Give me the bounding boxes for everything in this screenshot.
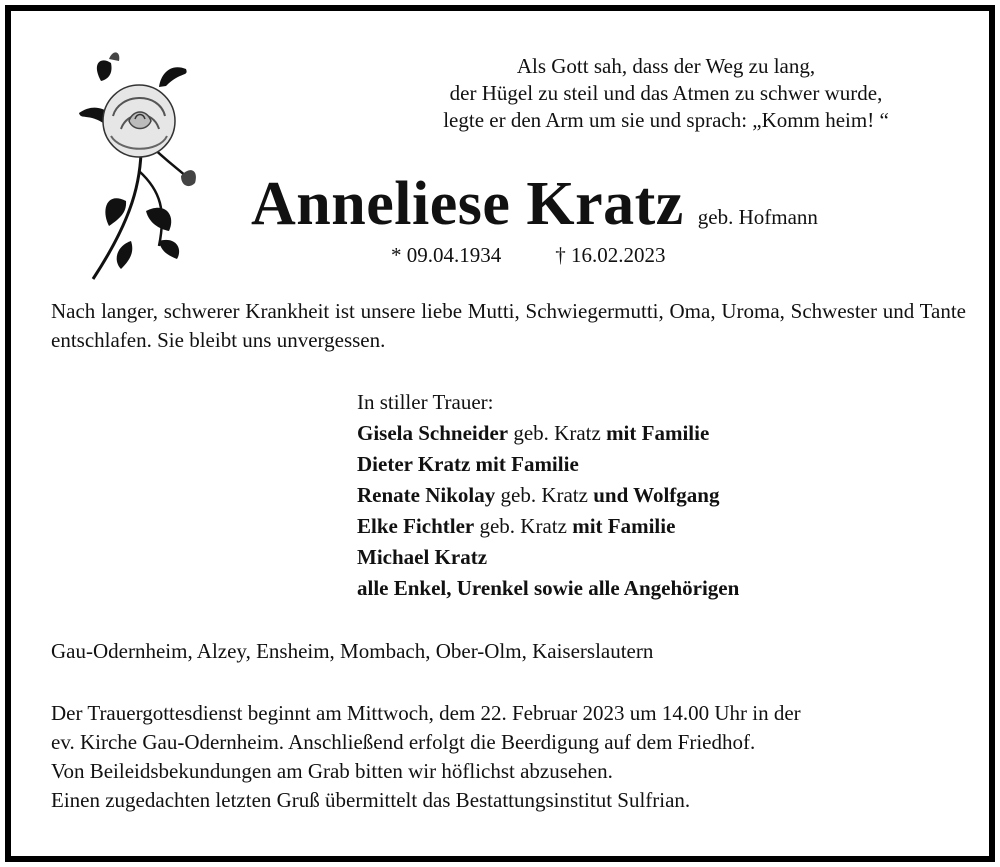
mourner-line: Dieter Kratz mit Familie [357, 452, 579, 476]
birth-date: * 09.04.1934 [391, 243, 502, 267]
service-info [51, 699, 966, 815]
mourner-line: Gisela Schneider geb. Kratz mit Familie [357, 421, 710, 445]
birth-name: geb. Hofmann [697, 205, 818, 229]
mourners-list [357, 387, 739, 604]
mourner-line: Michael Kratz [357, 545, 488, 569]
obituary-frame [5, 5, 995, 862]
death-date: † 16.02.2023 [555, 243, 666, 267]
places-list: Gau-Odernheim, Alzey, Ensheim, Mombach, Ober-Olm, Kaiserslautern [51, 639, 654, 663]
poem-line: Als Gott sah, dass der Weg zu lang, [516, 54, 816, 78]
service-line: Der Trauergottesdienst beginnt am Mittwoch, dem 22. Februar 2023 um 14.00 Uhr in der [51, 701, 801, 725]
announcement-text: Nach langer, schwerer Krankheit ist unsere liebe Mutti, Schwiegermutti, Oma, Uroma, Schwester und Tante entschlafen. Sie bleibt uns unvergessen. [51, 299, 966, 352]
service-line: Einen zugedachten letzten Gruß übermittelt das Bestattungsinstitut Sulfrian. [51, 788, 691, 812]
poem-quote [391, 53, 941, 134]
deceased-name: Anneliese Kratz [251, 170, 684, 238]
mourner-line: Elke Fichtler geb. Kratz mit Familie [357, 514, 676, 538]
service-line: ev. Kirche Gau-Odernheim. Anschließend erfolgt die Beerdigung auf dem Friedhof. [51, 730, 756, 754]
poem-line: der Hügel zu steil und das Atmen zu schwer wurde, [449, 81, 883, 105]
service-line: Von Beileidsbekundungen am Grab bitten wir höflichst abzusehen. [51, 759, 613, 783]
mourner-line: Renate Nikolay geb. Kratz und Wolfgang [357, 483, 720, 507]
deceased-name-row [251, 169, 818, 240]
mourners-intro: In stiller Trauer: [357, 390, 494, 414]
poem-line: legte er den Arm um sie und sprach: „Komm heim! “ [443, 108, 889, 132]
mourner-line: alle Enkel, Urenkel sowie alle Angehörigen [357, 576, 740, 600]
life-dates [391, 243, 666, 268]
rose-icon [71, 41, 211, 286]
